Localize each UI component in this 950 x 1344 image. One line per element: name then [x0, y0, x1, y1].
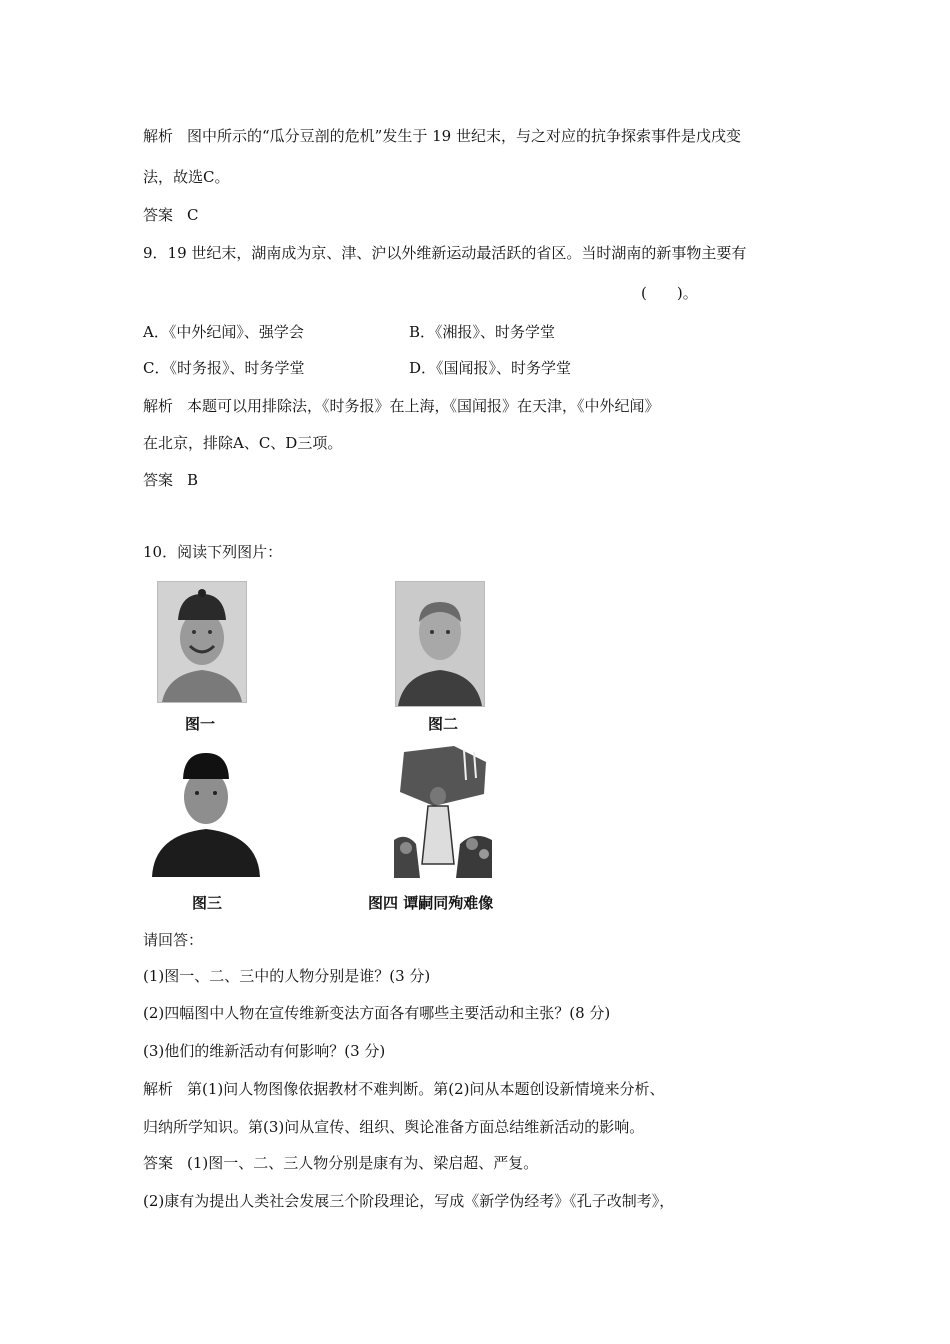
figure-4-caption: 图四 谭嗣同殉难像: [368, 894, 494, 912]
q9-analysis-label: 解析: [143, 397, 174, 415]
q10-stem: 10．阅读下列图片：: [143, 543, 283, 561]
figure-2-photo: [395, 581, 485, 707]
q10-analysis-line1: 解析 第(1)问人物图像依据教材不难判断。第(2)问从本题创设新情境来分析、: [143, 1080, 665, 1098]
figure-3-caption: 图三: [192, 894, 223, 912]
q9-answer-label: 答案: [143, 471, 174, 489]
q9-option-c: C．《时务报》、时务学堂: [143, 359, 305, 377]
q8-analysis-line2: 法，故选C。: [143, 168, 230, 186]
q9-stem: 9．19 世纪末，湖南成为京、津、沪以外维新运动最活跃的省区。当时湖南的新事物主要有: [143, 244, 747, 262]
q9-answer-value: B: [187, 471, 199, 489]
q10-answer-line1: 答案 (1)图一、二、三人物分别是康有为、梁启超、严复。: [143, 1154, 539, 1172]
q10-analysis-label: 解析: [143, 1080, 174, 1098]
q9-blank: ( )。: [641, 284, 698, 302]
q9-analysis-line2: 在北京，排除A、C、D三项。: [143, 434, 343, 452]
q8-answer-value: C: [187, 206, 199, 224]
figure-3-photo: [150, 743, 262, 877]
q8-analysis-label: 解析: [143, 127, 174, 145]
q10-prompt: 请回答：: [143, 931, 204, 949]
q9-option-a: A．《中外纪闻》、强学会: [143, 323, 304, 341]
q9-answer: [143, 470, 198, 490]
q10-answer-label: 答案: [143, 1154, 174, 1172]
q9-option-b: B．《湘报》、时务学堂: [409, 323, 556, 341]
q10-sub2: (2)四幅图中人物在宣传维新变法方面各有哪些主要活动和主张？(8 分): [143, 1004, 611, 1022]
figure-1-photo: [157, 581, 247, 703]
q10-sub3: (3)他们的维新活动有何影响？(3 分): [143, 1042, 386, 1060]
q10-sub1: (1)图一、二、三中的人物分别是谁？(3 分): [143, 967, 431, 985]
q8-analysis-line1: 解析 图中所示的“瓜分豆剖的危机”发生于 19 世纪末，与之对应的抗争探索事件是戊戌变: [143, 127, 741, 145]
figure-4-illustration: [394, 744, 492, 878]
q10-answer-line2: (2)康有为提出人类社会发展三个阶段理论，写成《新学伪经考》《孔子改制考》，: [143, 1192, 675, 1210]
q9-option-d: D．《国闻报》、时务学堂: [409, 359, 572, 377]
q10-analysis-line2: 归纳所学知识。第(3)问从宣传、组织、舆论准备方面总结维新活动的影响。: [143, 1118, 645, 1136]
q8-answer: [143, 205, 199, 225]
q8-answer-label: 答案: [143, 206, 174, 224]
figure-2-caption: 图二: [428, 715, 459, 733]
figure-1-caption: 图一: [185, 715, 216, 733]
q9-analysis-line1: 解析 本题可以用排除法，《时务报》在上海，《国闻报》在天津，《中外纪闻》: [143, 397, 660, 415]
